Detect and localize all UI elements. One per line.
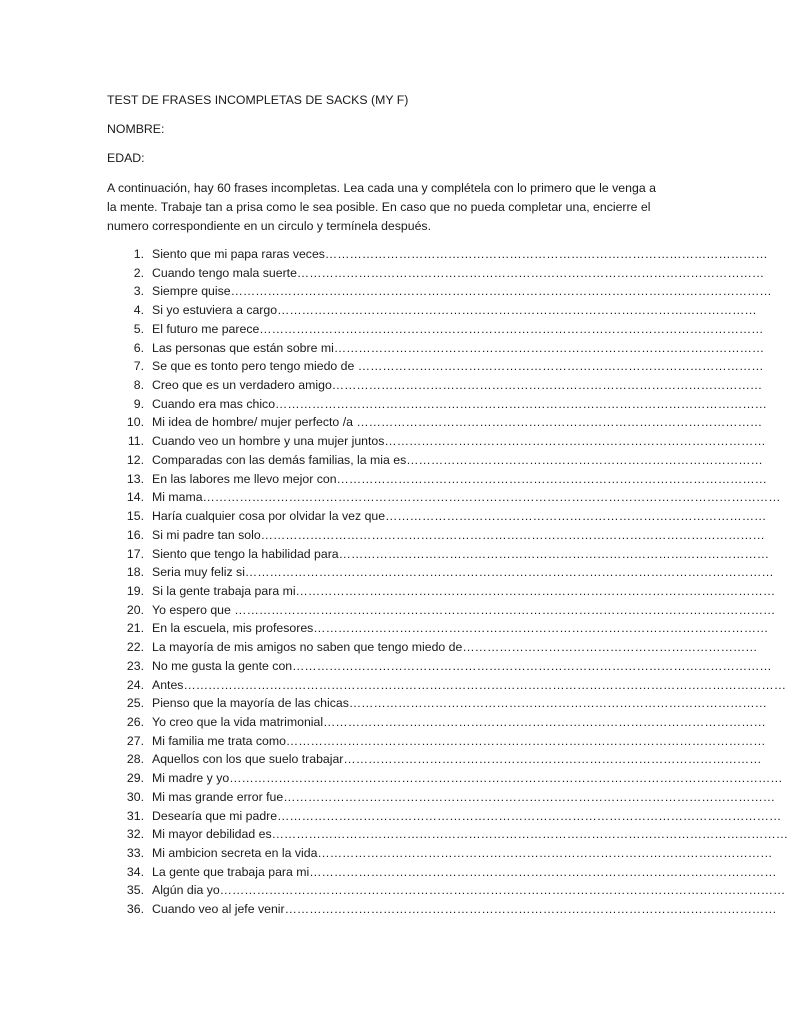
list-item [107,563,774,582]
item-sentence: Antes………………………………………………………………………………………………………………………………… [152,677,786,692]
item-number: 2. [133,265,144,280]
item-sentence: Se que es tonto pero tengo miedo de ……………………………………………………………………………………… [152,359,764,374]
item-sentence: Cuando veo un hombre y una mujer juntos………………………………………………………………………………… [152,434,766,449]
list-item [107,619,769,638]
item-number: 36. [126,902,144,917]
item-sentence: Seria muy feliz si………………………………………………………………………………………………………………… [152,565,774,580]
list-item [107,694,767,713]
list-item [107,582,776,601]
item-number: 17. [126,546,144,561]
item-sentence: Cuando tengo mala suerte…………………………………………………………………………………………………… [152,265,765,280]
item-sentence: Cuando veo al jefe venir………………………………………………………………………………………………………… [152,902,777,917]
item-number: 13. [126,471,144,486]
name-label: NOMBRE: [107,122,165,136]
item-number: 11. [127,434,144,449]
list-item [107,732,766,751]
item-sentence: Comparadas con las demás familias, la mia es…………………………………………………………………………… [152,452,763,467]
item-sentence: En la escuela, mis profesores………………………………………………………………………………………………… [152,621,769,636]
item-number: 14. [126,490,144,505]
item-sentence: Aquellos con los que suelo trabajar………………………………………………………………………………………… [152,752,762,767]
item-number: 30. [126,789,144,804]
item-number: 10. [126,415,144,430]
item-number: 24. [126,677,144,692]
list-item [107,451,763,470]
item-sentence: Mi idea de hombre/ mujer perfecto /a ……………………………………………………………………………………… [152,415,763,430]
item-number: 7. [133,359,144,374]
list-item [107,376,763,395]
list-item [107,769,783,788]
item-number: 9. [133,396,144,411]
item-number: 23. [126,658,144,673]
item-sentence: Haría cualquier cosa por olvidar la vez que………………………………………………………………………………… [152,509,767,524]
list-item [107,245,768,264]
list-item [107,825,788,844]
list-item [107,413,763,432]
item-number: 19. [126,583,144,598]
list-item [107,750,762,769]
item-number: 8. [133,378,144,393]
item-number: 5. [133,321,144,336]
item-number: 6. [133,340,144,355]
list-item [107,507,767,526]
item-number: 32. [126,827,144,842]
item-number: 12. [126,452,144,467]
item-sentence: La gente que trabaja para mi…………………………………………………………………………………………………… [152,864,777,879]
item-number: 27. [126,733,144,748]
item-number: 26. [126,714,144,729]
list-item [107,357,764,376]
list-item [107,432,766,451]
list-item [107,881,786,900]
item-sentence: Si mi padre tan solo…………………………………………………………………………………………………………… [152,527,765,542]
list-item [107,844,773,863]
item-sentence: Siempre quise…………………………………………………………………………………………………………………… [152,284,772,299]
item-number: 29. [126,771,144,786]
instructions-paragraph: A continuación, hay 60 frases incompletas. Lea cada una y complétela con lo primero que le venga a la mente. Trabaje tan a prisa como le sea posible. En caso que no pueda completar una, encierre el numero correspondiente en un circulo y termínela después. [107,181,656,233]
item-number: 28. [126,752,144,767]
item-sentence: Mi mas grande error fue………………………………………………………………………………………………………… [152,789,776,804]
item-sentence: Cuando era mas chico………………………………………………………………………………………………………… [152,396,767,411]
item-number: 22. [126,640,144,655]
item-number: 4. [133,303,144,318]
item-number: 21. [126,621,144,636]
item-sentence: La mayoría de mis amigos no saben que tengo miedo de……………………………………………………………… [152,640,758,655]
age-label: EDAD: [107,151,145,165]
item-sentence: Desearía que mi padre…………………………………………………………………………………………………………… [152,808,782,823]
list-item [107,264,765,283]
list-item [107,713,766,732]
item-sentence: En las labores me llevo mejor con…………………………………………………………………………………………… [152,471,767,486]
list-item [107,807,782,826]
item-sentence: Las personas que están sobre mi…………………………………………………………………………………………… [152,340,765,355]
item-number: 25. [126,696,144,711]
list-item [107,526,765,545]
item-number: 16. [126,527,144,542]
item-number: 15. [126,509,144,524]
list-item [107,900,777,919]
list-item [107,301,757,320]
list-item [107,788,776,807]
list-item [107,470,767,489]
item-sentence: El futuro me parece…………………………………………………………………………………………………………… [152,321,764,336]
list-item [107,488,781,507]
item-sentence: Yo espero que …………………………………………………………………………………………………………………… [152,602,776,617]
item-sentence: Siento que tengo la habilidad para…………………………………………………………………………………………… [152,546,770,561]
item-number: 18. [126,565,144,580]
item-sentence: Mi madre y yo……………………………………………………………………………………………………………………… [152,771,783,786]
item-number: 33. [126,846,144,860]
list-item [107,676,786,695]
sentence-list [107,245,788,919]
list-item [107,638,758,657]
item-number: 34. [126,864,144,879]
list-item [107,601,776,620]
list-item [107,863,777,882]
document-title: TEST DE FRASES INCOMPLETAS DE SACKS (MY F) [107,93,409,107]
list-item [107,320,764,339]
item-sentence: Pienso que la mayoría de las chicas………………………………………………………………………………………… [152,696,767,711]
item-sentence: Si yo estuviera a cargo……………………………………………………………………………………………………… [152,303,757,318]
list-item [107,282,772,301]
item-sentence: Mi ambicion secreta en la vida………………………………………………………………………………………………… [152,846,773,860]
list-item [107,395,767,414]
item-number: 31. [126,808,144,823]
item-sentence: No me gusta la gente con……………………………………………………………………………………………………… [152,658,772,673]
item-sentence: Si la gente trabaja para mi……………………………………………………………………………………………………… [152,583,776,598]
item-sentence: Mi familia me trata como……………………………………………………………………………………………………… [152,733,766,748]
item-sentence: Creo que es un verdadero amigo…………………………………………………………………………………………… [152,378,763,393]
item-sentence: Siento que mi papa raras veces……………………………………………………………………………………………… [152,247,768,261]
item-number: 20. [126,602,144,617]
document-page [107,92,788,919]
item-number: 1. [133,247,144,261]
item-sentence: Mi mayor debilidad es……………………………………………………………………………………………………………… [152,827,788,842]
item-sentence: Algún dia yo………………………………………………………………………………………………………………………… [152,883,786,898]
list-item [107,657,772,676]
list-item [107,339,765,358]
item-sentence: Yo creo que la vida matrimonial……………………………………………………………………………………………… [152,714,766,729]
item-number: 3. [133,284,144,299]
list-item [107,545,770,564]
item-sentence: Mi mama…………………………………………………………………………………………………………………………… [152,490,781,505]
item-number: 35. [126,883,144,898]
